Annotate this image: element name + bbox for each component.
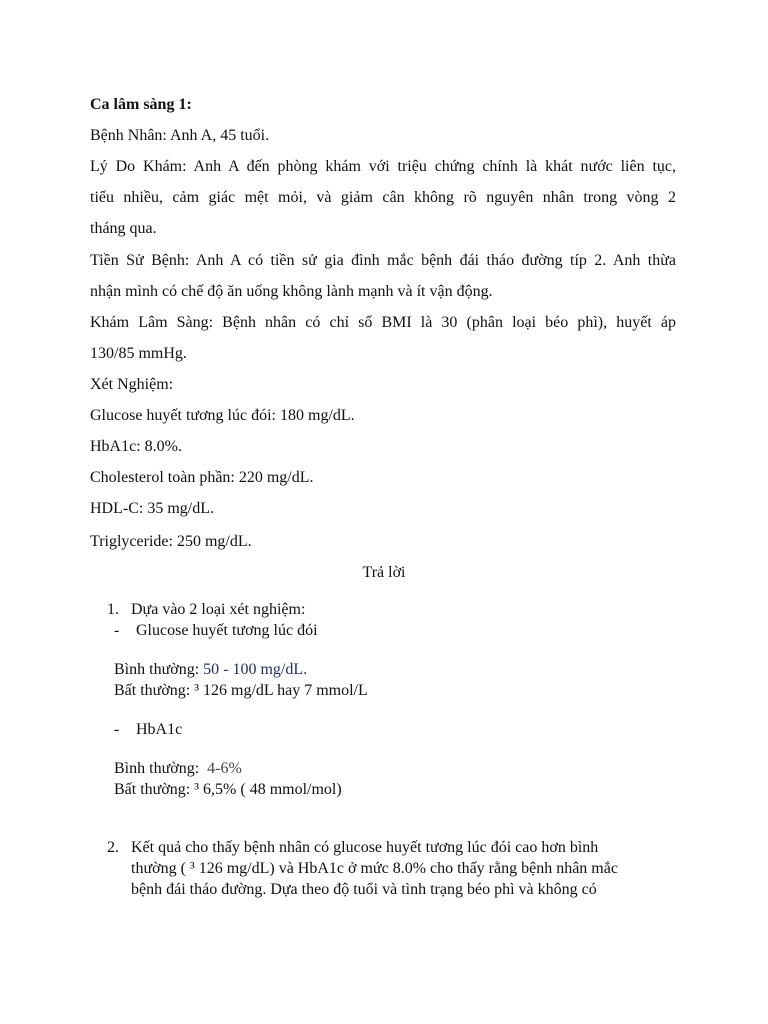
tests-heading: Xét Nghiệm: (90, 376, 174, 393)
item2-number: 2. (107, 839, 119, 856)
item2-line-2: thường ( ³ 126 mg/dL) và HbA1c ở mức 8.0% cho thấy rằng bệnh nhân mắc (131, 860, 618, 877)
reason-line-3: tháng qua. (90, 220, 157, 237)
glucose-dash: - (114, 622, 120, 639)
glucose-abnormal: Bất thường: ³ 126 mg/dL hay 7 mmol/L (114, 682, 368, 699)
hba1c-label: HbA1c (136, 721, 183, 738)
glucose-label: Glucose huyết tương lúc đói (136, 622, 318, 639)
test-hba1c: HbA1c: 8.0%. (90, 438, 182, 455)
history-line-2: nhận mình có chế độ ăn uống không lành mạnh và ít vận động. (90, 283, 493, 300)
hba1c-dash: - (114, 721, 120, 738)
exam-line-1: Khám Lâm Sàng: Bệnh nhân có chỉ số BMI là 30 (phân loại béo phì), huyết áp (90, 314, 676, 331)
reason-line-2: tiểu nhiều, cảm giác mệt mỏi, và giảm cân không rõ nguyên nhân trong vòng 2 (90, 189, 676, 206)
item2-line-3: bệnh đái tháo đường. Dựa theo độ tuổi và tình trạng béo phì và không có (131, 881, 597, 898)
exam-line-2: 130/85 mmHg. (90, 345, 187, 362)
item1-text: Dựa vào 2 loại xét nghiệm: (131, 601, 306, 618)
hba1c-normal-prefix: Bình thường: (114, 760, 208, 777)
item2-line-1: Kết quả cho thấy bệnh nhân có glucose huyết tương lúc đói cao hơn bình (131, 839, 599, 856)
hba1c-abnormal: Bất thường: ³ 6,5% ( 48 mmol/mol) (114, 781, 342, 798)
history-line-1: Tiền Sử Bệnh: Anh A có tiền sử gia đình mắc bệnh đái tháo đường típ 2. Anh thừa (90, 252, 676, 269)
answer-heading: Trả lời (362, 564, 406, 581)
glucose-normal (114, 660, 307, 680)
item1-number: 1. (107, 601, 119, 618)
reason-line-1: Lý Do Khám: Anh A đến phòng khám với triệu chứng chính là khát nước liên tục, (90, 158, 676, 175)
glucose-normal-prefix: Bình thường: (114, 661, 204, 678)
test-glucose: Glucose huyết tương lúc đói: 180 mg/dL. (90, 407, 355, 424)
test-hdl: HDL-C: 35 mg/dL. (90, 500, 214, 517)
test-triglyceride: Triglyceride: 250 mg/dL. (90, 533, 252, 550)
patient-line: Bệnh Nhân: Anh A, 45 tuổi. (90, 127, 270, 144)
hba1c-normal-value: 4-6% (207, 760, 242, 777)
test-cholesterol: Cholesterol toàn phần: 220 mg/dL. (90, 469, 314, 486)
case-title: Ca lâm sàng 1: (90, 96, 192, 113)
hba1c-normal (114, 759, 242, 779)
glucose-normal-value: 50 - 100 mg/dL. (203, 661, 308, 678)
